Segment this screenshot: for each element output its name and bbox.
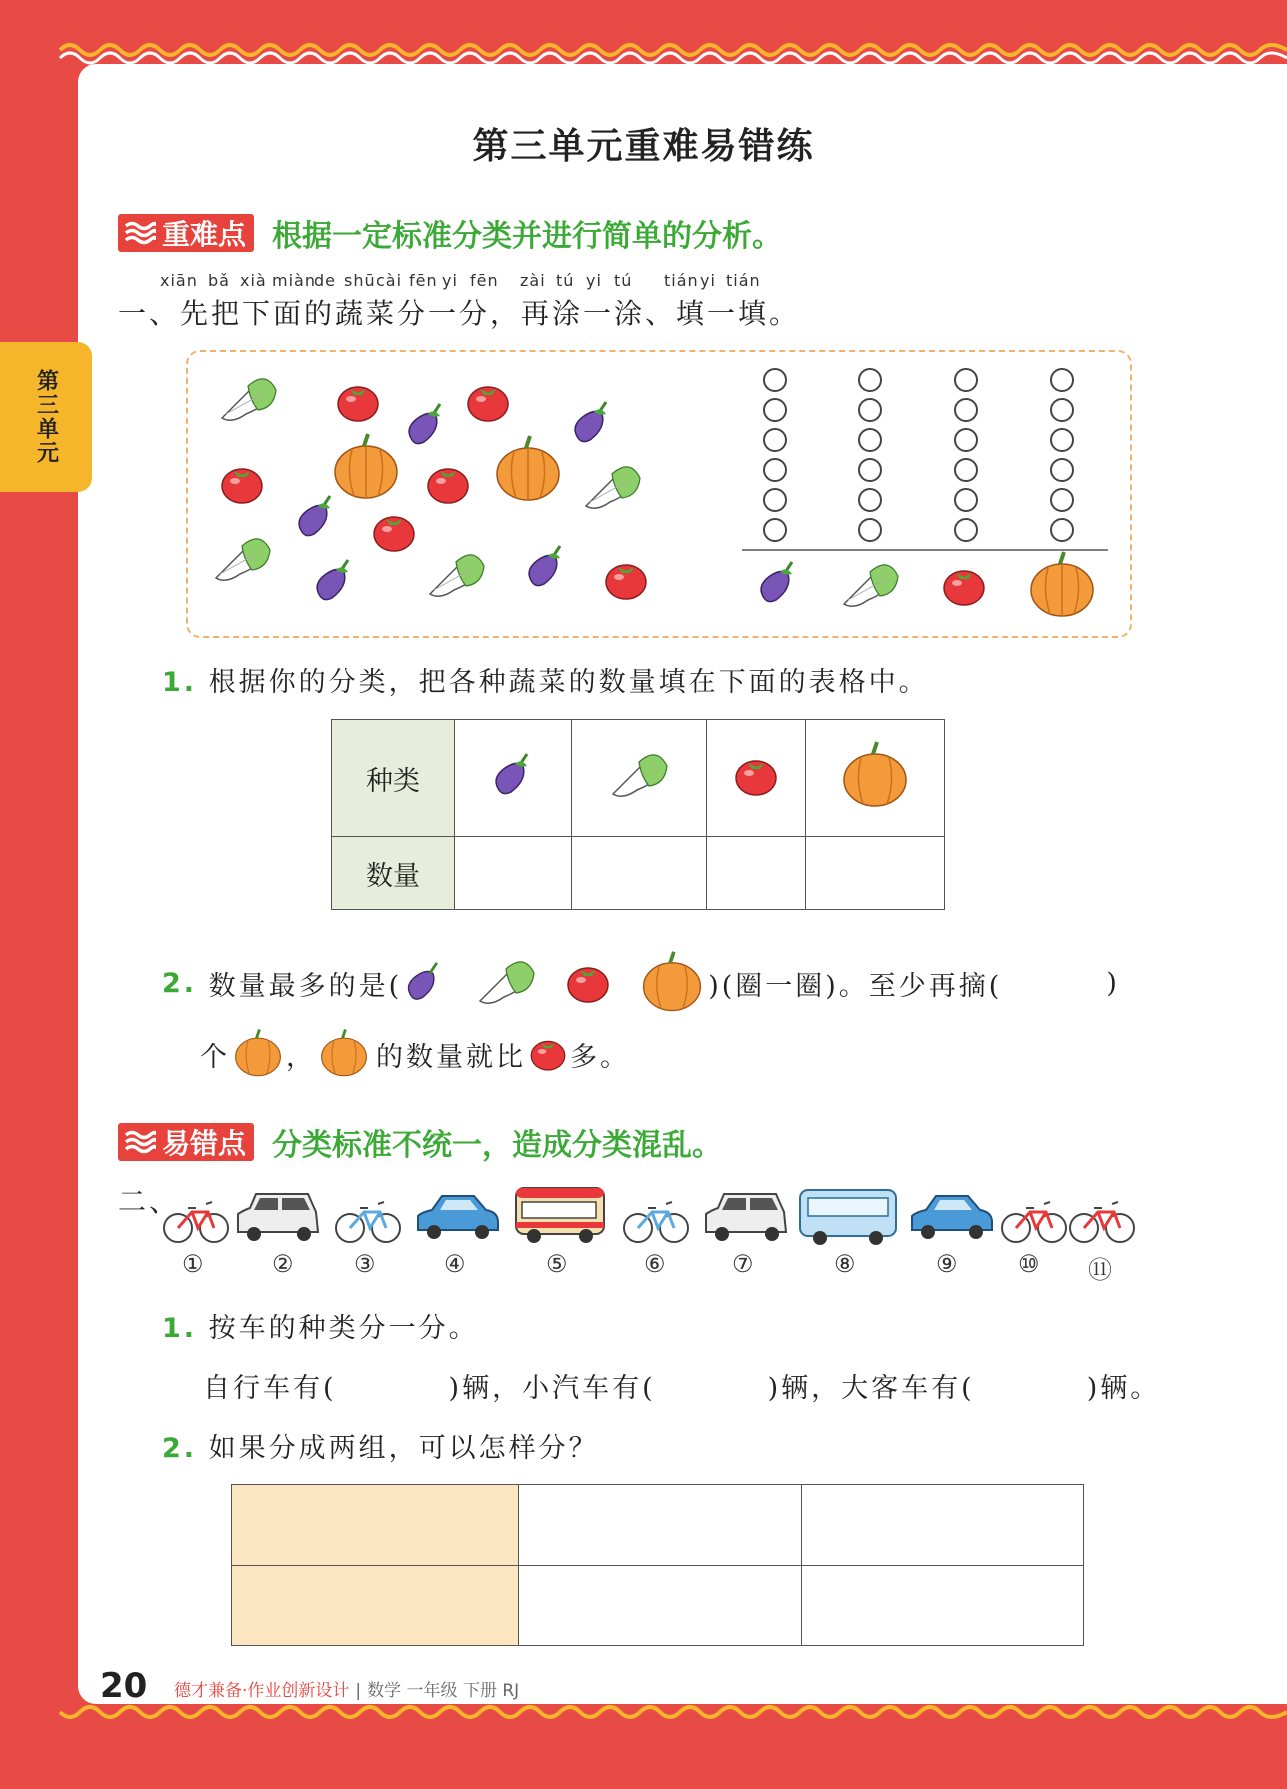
vehicle-number: ⑧ [834, 1250, 856, 1278]
vehicle-number: ③ [354, 1250, 376, 1278]
coloring-circle[interactable] [1050, 368, 1074, 392]
vehicle-number: ⑤ [546, 1250, 568, 1278]
coloring-circle[interactable] [858, 428, 882, 452]
coloring-circle[interactable] [954, 398, 978, 422]
group-label-cell[interactable] [232, 1565, 519, 1646]
count-input-eggplant[interactable] [455, 837, 572, 910]
coloring-circle[interactable] [763, 488, 787, 512]
count-input-tomato[interactable] [707, 837, 805, 910]
pumpkin-icon [230, 1028, 286, 1080]
coloring-circle[interactable] [954, 458, 978, 482]
coloring-circle[interactable] [954, 518, 978, 542]
question-1-2: 2. 数量最多的是( )(圈一圈)。至少再摘( ) [162, 950, 1120, 1016]
coloring-circle[interactable] [1050, 428, 1074, 452]
page-title: 第三单元重难易错练 [472, 126, 815, 167]
vehicle-number: ② [272, 1250, 294, 1278]
vegetable-picture [186, 350, 1128, 634]
coloring-circle[interactable] [858, 368, 882, 392]
table-cell-cabbage [571, 720, 706, 837]
group-label-cell[interactable] [232, 1485, 519, 1566]
eggplant-icon[interactable] [402, 956, 446, 1010]
error-point-header [118, 1120, 722, 1164]
vehicle-number: ⑪ [1088, 1256, 1112, 1284]
question-2-1: 1. 按车的种类分一分。 [162, 1313, 479, 1344]
pinyin-row: xiān bǎ xià miànde shūcài fēn yi fēn zài tú yi tú tiányi tián [160, 271, 761, 290]
wave-icon [124, 1129, 156, 1155]
pumpkin-icon [839, 740, 911, 812]
coloring-circle[interactable] [858, 398, 882, 422]
vehicle-row [156, 1180, 1142, 1260]
question-1-2-line-2: 个 ， 的数量就比 多。 [200, 1028, 630, 1080]
coloring-circle[interactable] [1050, 488, 1074, 512]
vehicle-number: ⑩ [1018, 1250, 1040, 1278]
question-2-1-answer-line: 自行车有( )辆，小汽车有( )辆，大客车有( )辆。 [203, 1366, 1160, 1405]
tomato-icon [526, 1033, 570, 1075]
coloring-circle[interactable] [1050, 518, 1074, 542]
table-cell-tomato [707, 720, 805, 837]
coloring-circle[interactable] [954, 488, 978, 512]
answer-blank-car[interactable] [656, 1366, 768, 1405]
table-header-count: 数量 [332, 837, 455, 910]
question-1-1: 1. 根据你的分类，把各种蔬菜的数量填在下面的表格中。 [162, 667, 929, 698]
coloring-circle[interactable] [954, 368, 978, 392]
pumpkin-icon [316, 1028, 372, 1080]
key-point-text: 根据一定标准分类并进行简单的分析。 [272, 219, 783, 254]
coloring-circle[interactable] [763, 518, 787, 542]
coloring-circle[interactable] [763, 458, 787, 482]
group-answer-cell[interactable] [519, 1565, 802, 1646]
vehicle-number: ① [182, 1250, 204, 1278]
question-2-2: 2. 如果分成两组，可以怎样分？ [162, 1433, 599, 1464]
vegetable-count-table [331, 719, 945, 910]
count-input-cabbage[interactable] [571, 837, 706, 910]
table-header-kind: 种类 [332, 720, 455, 837]
grouping-table [231, 1484, 1084, 1646]
table-cell-pumpkin [805, 720, 944, 837]
cabbage-icon[interactable] [466, 953, 546, 1013]
unit-tab: 第三单元 [0, 342, 92, 492]
question-1-title: 一、先把下面的蔬菜分一分，再涂一涂、填一填。 [118, 297, 801, 330]
question-2-label: 二、 [118, 1185, 181, 1218]
coloring-circle[interactable] [763, 368, 787, 392]
key-point-badge: 重难点 [118, 214, 254, 252]
key-point-header [118, 211, 782, 255]
tomato-icon[interactable] [562, 958, 614, 1008]
group-answer-cell[interactable] [801, 1565, 1084, 1646]
answer-blank-bus[interactable] [975, 1366, 1087, 1405]
coloring-circle[interactable] [763, 428, 787, 452]
vehicle-number: ⑥ [644, 1250, 666, 1278]
error-point-text: 分类标准不统一，造成分类混乱。 [272, 1128, 723, 1163]
group-answer-cell[interactable] [519, 1485, 802, 1566]
coloring-circle[interactable] [763, 398, 787, 422]
coloring-circle[interactable] [954, 428, 978, 452]
coloring-circle[interactable] [858, 458, 882, 482]
coloring-circle[interactable] [858, 488, 882, 512]
coloring-circle[interactable] [1050, 398, 1074, 422]
group-answer-cell[interactable] [801, 1485, 1084, 1566]
page-number: 20 [100, 1666, 148, 1706]
vehicle-number: ⑨ [936, 1250, 958, 1278]
error-point-badge: 易错点 [118, 1123, 254, 1161]
pumpkin-icon[interactable] [636, 950, 708, 1016]
tomato-icon [731, 751, 781, 801]
eggplant-icon [483, 746, 543, 806]
coloring-circle[interactable] [1050, 458, 1074, 482]
vehicle-number: ⑦ [732, 1250, 754, 1278]
cabbage-icon [604, 746, 674, 806]
vehicle-number: ④ [444, 1250, 466, 1278]
table-cell-eggplant [455, 720, 572, 837]
wave-icon [124, 220, 156, 246]
answer-blank-bike[interactable] [337, 1366, 449, 1405]
count-input-pumpkin[interactable] [805, 837, 944, 910]
footer-text: 德才兼备·作业创新设计 | 数学 一年级 下册 RJ [174, 1681, 520, 1701]
coloring-circle[interactable] [858, 518, 882, 542]
